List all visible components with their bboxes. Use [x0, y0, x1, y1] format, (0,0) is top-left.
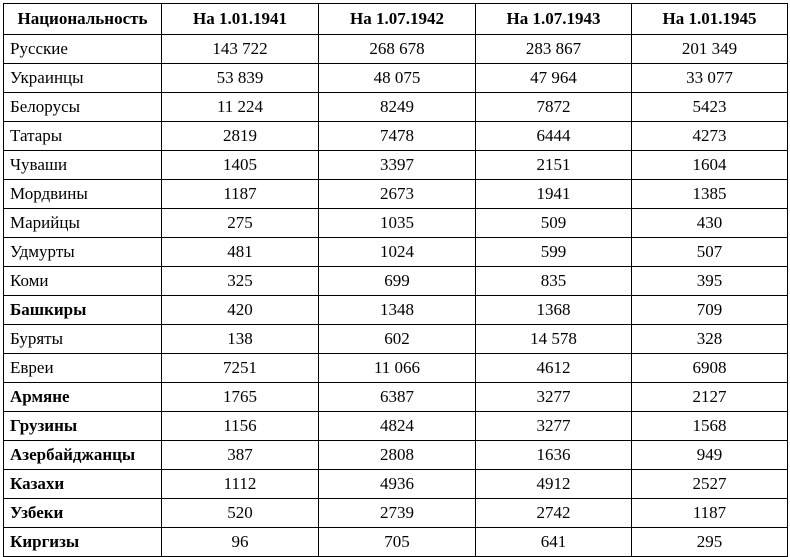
count-cell: 1765 — [162, 383, 319, 412]
count-cell: 1187 — [162, 180, 319, 209]
count-cell: 6387 — [319, 383, 476, 412]
count-cell: 7478 — [319, 122, 476, 151]
nationality-label: Азербайджанцы — [4, 441, 162, 470]
table-row — [4, 412, 788, 441]
table-row — [4, 93, 788, 122]
count-cell: 705 — [319, 528, 476, 557]
count-cell: 1941 — [476, 180, 632, 209]
count-cell: 481 — [162, 238, 319, 267]
count-cell: 14 578 — [476, 325, 632, 354]
count-cell: 5423 — [632, 93, 788, 122]
count-cell: 2739 — [319, 499, 476, 528]
table-body — [4, 35, 788, 557]
count-cell: 1035 — [319, 209, 476, 238]
table-row — [4, 354, 788, 383]
column-header-1942-07-01: На 1.07.1942 — [319, 4, 476, 35]
count-cell: 2808 — [319, 441, 476, 470]
count-cell: 1156 — [162, 412, 319, 441]
table-row — [4, 35, 788, 64]
count-cell: 53 839 — [162, 64, 319, 93]
count-cell: 699 — [319, 267, 476, 296]
count-cell: 1385 — [632, 180, 788, 209]
count-cell: 602 — [319, 325, 476, 354]
nationality-label: Марийцы — [4, 209, 162, 238]
nationality-statistics-table — [3, 3, 788, 557]
table-row — [4, 238, 788, 267]
count-cell: 3277 — [476, 383, 632, 412]
count-cell: 709 — [632, 296, 788, 325]
count-cell: 1604 — [632, 151, 788, 180]
table-row — [4, 180, 788, 209]
nationality-label: Башкиры — [4, 296, 162, 325]
count-cell: 387 — [162, 441, 319, 470]
count-cell: 2742 — [476, 499, 632, 528]
table-row — [4, 151, 788, 180]
nationality-label: Узбеки — [4, 499, 162, 528]
count-cell: 138 — [162, 325, 319, 354]
nationality-label: Татары — [4, 122, 162, 151]
table-row — [4, 209, 788, 238]
count-cell: 641 — [476, 528, 632, 557]
count-cell: 3277 — [476, 412, 632, 441]
count-cell: 420 — [162, 296, 319, 325]
count-cell: 430 — [632, 209, 788, 238]
count-cell: 507 — [632, 238, 788, 267]
count-cell: 1368 — [476, 296, 632, 325]
table-row — [4, 383, 788, 412]
table-row — [4, 64, 788, 93]
nationality-label: Буряты — [4, 325, 162, 354]
count-cell: 11 066 — [319, 354, 476, 383]
column-header-1943-07-01: На 1.07.1943 — [476, 4, 632, 35]
nationality-label: Чуваши — [4, 151, 162, 180]
table-header — [4, 4, 788, 35]
column-header-1945-01-01: На 1.01.1945 — [632, 4, 788, 35]
count-cell: 328 — [632, 325, 788, 354]
table-row — [4, 470, 788, 499]
nationality-label: Удмурты — [4, 238, 162, 267]
nationality-label: Белорусы — [4, 93, 162, 122]
count-cell: 33 077 — [632, 64, 788, 93]
column-header-nationality: Национальность — [4, 4, 162, 35]
count-cell: 395 — [632, 267, 788, 296]
table-header-row — [4, 4, 788, 35]
count-cell: 4912 — [476, 470, 632, 499]
count-cell: 4612 — [476, 354, 632, 383]
count-cell: 47 964 — [476, 64, 632, 93]
table-row — [4, 441, 788, 470]
count-cell: 509 — [476, 209, 632, 238]
count-cell: 96 — [162, 528, 319, 557]
count-cell: 283 867 — [476, 35, 632, 64]
nationality-label: Евреи — [4, 354, 162, 383]
nationality-label: Коми — [4, 267, 162, 296]
count-cell: 8249 — [319, 93, 476, 122]
count-cell: 4824 — [319, 412, 476, 441]
count-cell: 2673 — [319, 180, 476, 209]
table-row — [4, 267, 788, 296]
count-cell: 1187 — [632, 499, 788, 528]
count-cell: 1348 — [319, 296, 476, 325]
count-cell: 2527 — [632, 470, 788, 499]
count-cell: 1568 — [632, 412, 788, 441]
table-row — [4, 122, 788, 151]
count-cell: 7251 — [162, 354, 319, 383]
table-row — [4, 296, 788, 325]
count-cell: 7872 — [476, 93, 632, 122]
count-cell: 201 349 — [632, 35, 788, 64]
column-header-1941-01-01: На 1.01.1941 — [162, 4, 319, 35]
nationality-label: Русские — [4, 35, 162, 64]
count-cell: 143 722 — [162, 35, 319, 64]
nationality-label: Казахи — [4, 470, 162, 499]
count-cell: 325 — [162, 267, 319, 296]
nationality-label: Киргизы — [4, 528, 162, 557]
count-cell: 949 — [632, 441, 788, 470]
nationality-label: Мордвины — [4, 180, 162, 209]
count-cell: 520 — [162, 499, 319, 528]
count-cell: 48 075 — [319, 64, 476, 93]
count-cell: 275 — [162, 209, 319, 238]
count-cell: 1636 — [476, 441, 632, 470]
count-cell: 6908 — [632, 354, 788, 383]
table-row — [4, 499, 788, 528]
count-cell: 6444 — [476, 122, 632, 151]
nationality-label: Украинцы — [4, 64, 162, 93]
count-cell: 3397 — [319, 151, 476, 180]
count-cell: 2127 — [632, 383, 788, 412]
count-cell: 11 224 — [162, 93, 319, 122]
table-row — [4, 325, 788, 354]
count-cell: 1405 — [162, 151, 319, 180]
count-cell: 835 — [476, 267, 632, 296]
count-cell: 1112 — [162, 470, 319, 499]
count-cell: 4936 — [319, 470, 476, 499]
nationality-label: Грузины — [4, 412, 162, 441]
table-row — [4, 528, 788, 557]
count-cell: 599 — [476, 238, 632, 267]
count-cell: 1024 — [319, 238, 476, 267]
count-cell: 4273 — [632, 122, 788, 151]
count-cell: 2151 — [476, 151, 632, 180]
count-cell: 2819 — [162, 122, 319, 151]
count-cell: 295 — [632, 528, 788, 557]
count-cell: 268 678 — [319, 35, 476, 64]
nationality-label: Армяне — [4, 383, 162, 412]
